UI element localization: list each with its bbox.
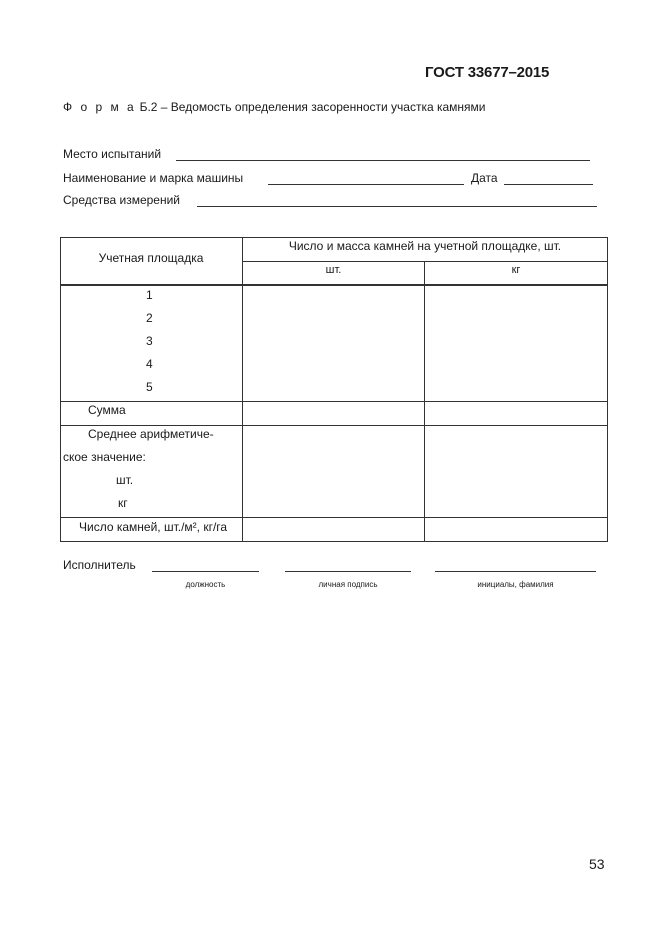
name-underline[interactable] [435, 571, 596, 572]
table-col-divider-1 [242, 237, 243, 541]
page-number: 53 [589, 856, 605, 872]
sum-label: Сумма [88, 403, 126, 417]
table-subheader-line [242, 261, 607, 262]
instruments-label: Средства измерений [63, 193, 181, 207]
table-row-line-1 [60, 401, 607, 402]
signature-underline[interactable] [285, 571, 411, 572]
machine-underline[interactable] [268, 184, 464, 185]
form-title-text: Б.2 – Ведомость определения засоренности участка камнями [136, 100, 486, 114]
instruments-field [63, 193, 180, 207]
plot-number: 2 [146, 311, 153, 325]
date-underline[interactable] [504, 184, 593, 185]
table-header-bottom [60, 284, 607, 286]
name-caption: инициалы, фамилия [477, 580, 554, 589]
executor-label: Исполнитель [63, 558, 136, 572]
form-title-prefix: Ф о р м а [63, 100, 137, 114]
instruments-underline[interactable] [197, 206, 597, 207]
plot-number: 3 [146, 334, 153, 348]
plot-number: 4 [146, 357, 153, 371]
position-underline[interactable] [152, 571, 259, 572]
col-plot-header: Учетная площадка [98, 251, 204, 265]
mean-unit-mass: кг [118, 496, 128, 510]
signature-caption: личная подпись [318, 580, 378, 589]
table-frame [60, 237, 608, 542]
position-caption: должность [185, 580, 226, 589]
mean-label-line2: ское значение: [63, 450, 146, 464]
machine-label: Наименование и марка машины [63, 171, 244, 185]
date-label: Дата [471, 171, 498, 185]
place-field [63, 147, 161, 161]
plot-number: 1 [146, 288, 153, 302]
table-row-line-3 [60, 517, 607, 518]
mean-label-line1: Среднее арифметиче- [88, 427, 214, 441]
plot-number: 5 [146, 380, 153, 394]
standard-designation: ГОСТ 33677–2015 [425, 64, 550, 81]
mean-unit-count: шт. [116, 473, 134, 487]
stones-table [60, 237, 608, 542]
place-label: Место испытаний [63, 147, 162, 161]
stone-count-label: Число камней, шт./м², кг/га [79, 520, 228, 534]
group-header: Число и масса камней на учетной площадке, шт. [288, 239, 562, 253]
machine-field [63, 171, 243, 185]
table-row-line-2 [60, 425, 607, 426]
form-title [63, 100, 486, 114]
col-count-header: шт. [325, 264, 342, 276]
place-underline[interactable] [176, 160, 590, 161]
col-mass-header: кг [511, 264, 521, 276]
